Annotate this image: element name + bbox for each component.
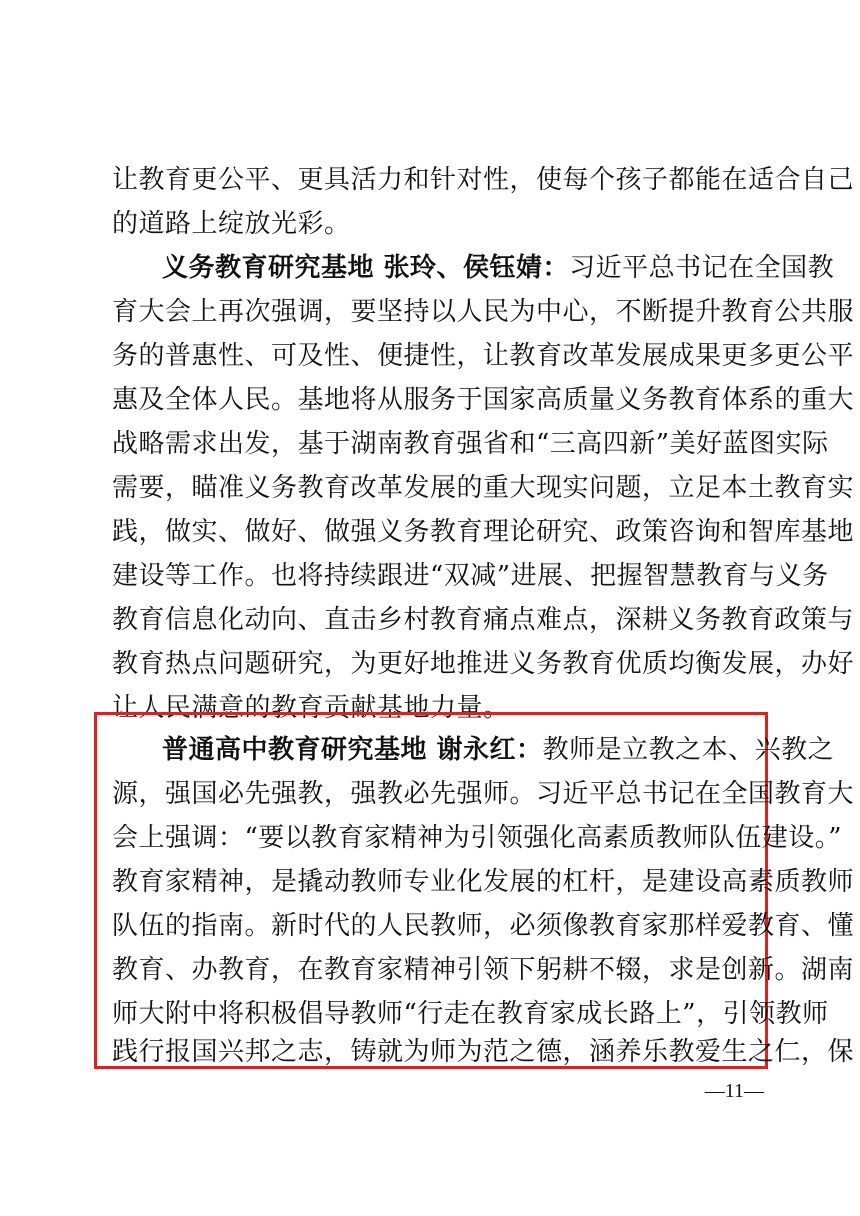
paragraph-1-line-1: 让教育更公平、更具活力和针对性，使每个孩子都能在适合自己 [112,165,855,195]
paragraph-2-line-9: 教育信息化动向、直击乡村教育痛点难点，深耕义务教育政策与 [112,605,855,635]
paragraph-3-line-2: 源，强国必先强教，强教必先强师。习近平总书记在全国教育大 [112,779,855,809]
paragraph-3-lead: 普通高中教育研究基地 谢永红： [162,735,543,765]
paragraph-2-line-5: 战略需求出发，基于湖南教育强省和“三高四新”美好蓝图实际 [112,429,829,459]
paragraph-2-line-11: 让人民满意的教育贡献基地力量。 [112,693,510,723]
paragraph-2-line-1 [162,246,835,290]
paragraph-2-line-8: 建设等工作。也将持续跟进“双减”进展、把握智慧教育与义务 [112,561,829,591]
paragraph-2-lead: 义务教育研究基地 张玲、侯钰婧： [162,253,570,283]
paragraph-2-line-4: 惠及全体人民。基地将从服务于国家高质量义务教育体系的重大 [112,385,855,415]
paragraph-2-line-6: 需要，瞄准义务教育改革发展的重大现实问题，立足本土教育实 [112,473,855,503]
paragraph-3-line-7: 师大附中将积极倡导教师“行走在教育家成长路上”，引领教师 [112,999,829,1029]
paragraph-2-line-7: 践，做实、做好、做强义务教育理论研究、政策咨询和智库基地 [112,517,855,547]
paragraph-3-line-5: 队伍的指南。新时代的人民教师，必须像教育家那样爱教育、懂 [112,911,855,941]
paragraph-2-line-2: 育大会上再次强调，要坚持以人民为中心，不断提升教育公共服 [112,297,855,327]
paragraph-2-line-10: 教育热点问题研究，为更好地推进义务教育优质均衡发展，办好 [112,649,855,679]
paragraph-3-line-4: 教育家精神，是撬动教师专业化发展的杠杆，是建设高素质教师 [112,867,855,897]
paragraph-2-line-3: 务的普惠性、可及性、便捷性，让教育改革发展成果更多更公平 [112,341,855,371]
page-number: —11— [704,1080,764,1102]
paragraph-2-line-1-text: 习近平总书记在全国教 [569,253,835,283]
paragraph-3-line-6: 教育、办教育，在教育家精神引领下躬耕不辍，求是创新。湖南 [112,955,855,985]
paragraph-3-line-1 [162,728,835,772]
paragraph-3-line-8: 践行报国兴邦之志，铸就为师为范之德，涵养乐教爱生之仁，保 [112,1037,855,1067]
paragraph-1-line-2: 的道路上绽放光彩。 [112,209,351,239]
paragraph-3-line-3: 会上强调：“要以教育家精神为引领强化高素质教师队伍建设。” [112,823,843,853]
paragraph-3-line-1-text: 教师是立教之本、兴教之 [542,735,835,765]
